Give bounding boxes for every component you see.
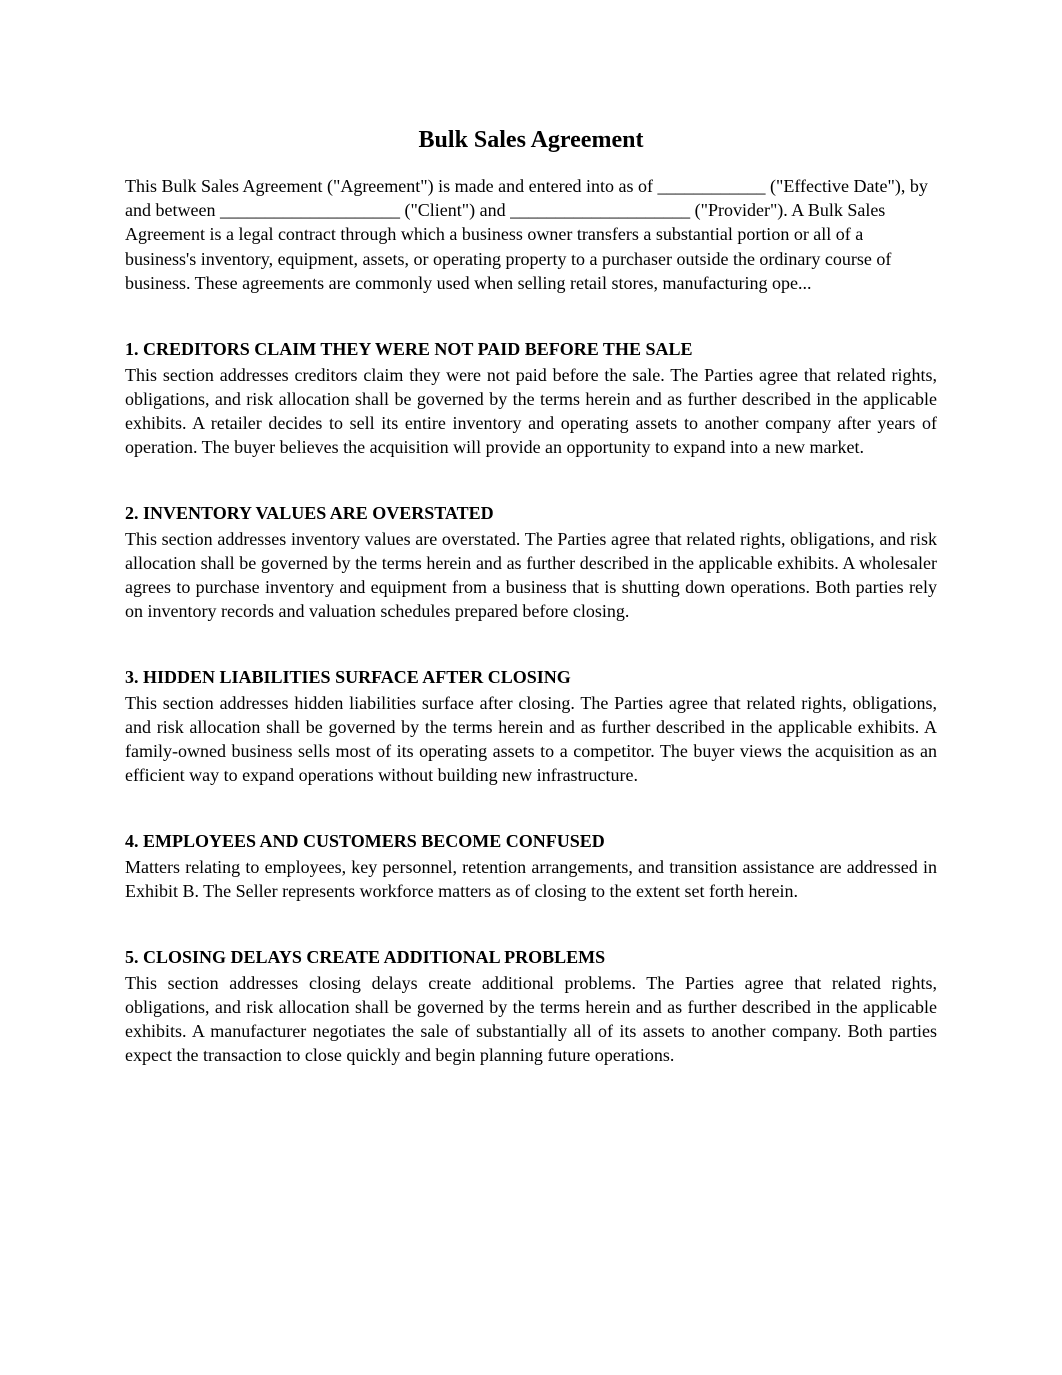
section-4 <box>125 829 937 903</box>
section-heading: 1. CREDITORS CLAIM THEY WERE NOT PAID BEFORE THE SALE <box>125 339 693 360</box>
intro-paragraph: This Bulk Sales Agreement ("Agreement") is made and entered into as of ____________ ("Effective Date"), by and between ____________________ ("Client") and ____________________ ("Provider"). A Bulk Sales Agreement is a legal contract through which a business owner transfers a substantial portion or all of a business's inventory, equipment, assets, or operating property to a purchaser outside the ordinary course of business. These agreements are commonly used when selling retail stores, manufacturing ope... <box>125 176 928 293</box>
section-1 <box>125 337 937 459</box>
section-heading: 3. HIDDEN LIABILITIES SURFACE AFTER CLOSING <box>125 667 571 688</box>
document-content <box>125 124 937 1067</box>
section-heading: 4. EMPLOYEES AND CUSTOMERS BECOME CONFUSED <box>125 831 605 852</box>
section-heading: 2. INVENTORY VALUES ARE OVERSTATED <box>125 503 494 524</box>
section-heading: 5. CLOSING DELAYS CREATE ADDITIONAL PROBLEMS <box>125 947 606 968</box>
document-title: Bulk Sales Agreement <box>418 127 644 153</box>
section-body: Matters relating to employees, key personnel, retention arrangements, and transition assistance are addressed in Exhibit B. The Seller represents workforce matters as of closing to the extent set forth herein. <box>125 857 937 902</box>
section-body: This section addresses hidden liabilities surface after closing. The Parties agree that related rights, obligations, and risk allocation shall be governed by the terms herein and as further described in the applicable exhibits. A family-owned business sells most of its operating assets to a competitor. The buyer views the acquisition as an efficient way to expand operations without building new infrastructure. <box>125 693 937 786</box>
section-5 <box>125 945 937 1067</box>
section-body: This section addresses closing delays create additional problems. The Parties agree that related rights, obligations, and risk allocation shall be governed by the terms herein and as further described in the applicable exhibits. A manufacturer negotiates the sale of substantially all of its assets to another company. Both parties expect the transaction to close quickly and begin planning future operations. <box>125 973 937 1066</box>
section-2 <box>125 501 937 623</box>
section-body: This section addresses creditors claim they were not paid before the sale. The Parties agree that related rights, obligations, and risk allocation shall be governed by the terms herein and as further described in the applicable exhibits. A retailer decides to sell its entire inventory and operating assets to another company after years of operation. The buyer believes the acquisition will provide an opportunity to expand into a new market. <box>125 365 937 458</box>
section-3 <box>125 665 937 787</box>
section-body: This section addresses inventory values are overstated. The Parties agree that related rights, obligations, and risk allocation shall be governed by the terms herein and as further described in the applicable exhibits. A wholesaler agrees to purchase inventory and equipment from a business that is shutting down operations. Both parties rely on inventory records and valuation schedules prepared before closing. <box>125 529 937 622</box>
